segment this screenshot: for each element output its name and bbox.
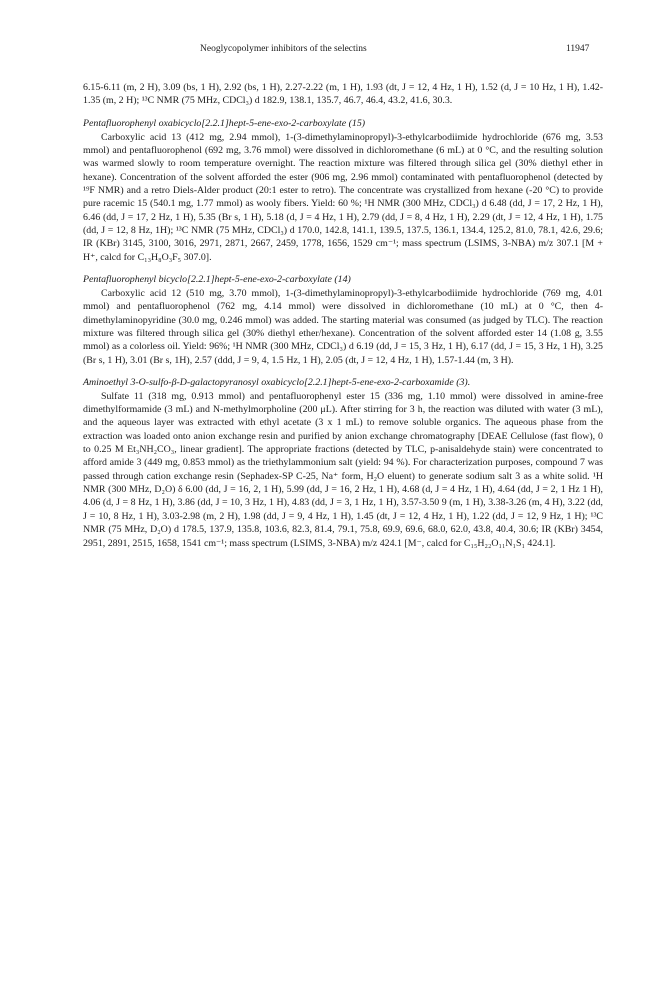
page-number: 11947 <box>566 44 590 54</box>
section-heading: Pentafluorophenyl bicyclo[2.2.1]hept-5-ene-exo-2-carboxylate (14) <box>83 274 351 286</box>
section-body: Carboxylic acid 13 (412 mg, 2.94 mmol), 1-(3-dimethylaminopropyl)-3-ethylcarbodiimide hydrochloride (676 mg, 3.53 mmol) and pentafluorophenol (692 mg, 3.76 mmol) were dissolved in dichloromethane (6 mL) at 0 °C, and the resulting solution was warmed slowly to room temperature overnight. The reaction mixture was filtered through silica gel (30% diethyl ether in hexane). Concentration of the solvent afforded the ester (906 mg, 2.96 mmol) contaminated with pentafluorophenol (detected by ¹⁹F NMR) and a retro Diels-Alder product (20:1 ester to retro). The concentrate was crystallized from hexane (-20 °C) to provide pure racemic 15 (540.1 mg, 1.77 mmol) as wooly fibers. Yield: 60 %; ¹H NMR (300 MHz, CDCl₃) d 6.48 (dd, J = 17, 2 Hz, 1 H), 6.46 (dd, J = 17, 2 Hz, 1 H), 5.35 (Br s, 1 H), 5.18 (d, J = 4 Hz, 1 H), 2.79 (dd, J = 8, 4 Hz, 1 H), 2.29 (dt, J = 12, 4 Hz, 1 H), 1.75 (dd, J = 12, 8 Hz, 1H); ¹³C NMR (75 MHz, CDCl₃) d 170.0, 142.8, 141.1, 139.5, 137.5, 136.1, 134.4, 125.2, 81.0, 78.1, 42.6, 29.6; IR (KBr) 3145, 3100, 3016, 2971, 2871, 2667, 2459, 1778, 1656, 1529 cm⁻¹; mass spectrum (LSIMS, 3-NBA) m/z 307.1 [M + H⁺, calcd for C₁₃H₈O₃F₅ 307.0]. <box>83 131 603 263</box>
section-heading: Aminoethyl 3-O-sulfo-β-D-galactopyranosyl oxabicyclo[2.2.1]hept-5-ene-exo-2-carboxamide (3). <box>83 377 471 389</box>
section-heading: Pentafluorophenyl oxabicyclo[2.2.1]hept-5-ene-exo-2-carboxylate (15) <box>83 118 366 130</box>
intro-paragraph: 6.15-6.11 (m, 2 H), 3.09 (bs, 1 H), 2.92 (bs, 1 H), 2.27-2.22 (m, 1 H), 1.93 (dt, J = 12, 4 Hz, 1 H), 1.52 (d, J = 10 Hz, 1 H), 1.42-1.35 (m, 2 H); ¹³C NMR (75 MHz, CDCl₃) d 182.9, 138.1, 135.7, 46.7, 46.4, 43.2, 41.6, 30.3. <box>83 82 603 107</box>
section-body: Carboxylic acid 12 (510 mg, 3.70 mmol), 1-(3-dimethylaminopropyl)-3-ethylcarbodiimide hydrochloride (769 mg, 4.01 mmol) and pentafluorophenol (762 mg, 4.14 mmol) were dissolved in dichloromethane (10 mL) at 0 °C, then 4-dimethylaminopyridine (30.0 mg, 0.246 mmol) was added. The starting material was consumed (as judged by TLC). The reaction mixture was filtered through silica gel (30% diethyl ether/hexane). Concentration of the solvent afforded ester 14 (1.08 g, 3.55 mmol) as a colorless oil. Yield: 96%; ¹H NMR (300 MHz, CDCl₃) d 6.19 (dd, J = 15, 3 Hz, 1 H), 6.17 (dd, J = 15, 3 Hz, 1 H), 3.25 (Br s, 1 H), 3.01 (Br s, 1H), 2.57 (ddd, J = 9, 4, 1.5 Hz, 1 H), 2.05 (dt, J = 12, 4 Hz, 1 H), 1.57-1.44 (m, 3 H). <box>83 287 603 366</box>
section-body: Sulfate 11 (318 mg, 0.913 mmol) and pentafluorophenyl ester 15 (336 mg, 1.10 mmol) were dissolved in amine-free dimethylformamide (3 mL) and N-methylmorpholine (200 μL). After stirring for 3 h, the reaction was diluted with water (3 mL), and the aqueous layer was extracted with ethyl acetate (3 x 1 mL) to remove soluble organics. The aqueous phase from the extraction was loaded onto anion exchange resin and purified by anion exchange chromatography [DEAE Cellulose (fast flow), 0 to 0.25 M Et₃NH₂CO₃, linear gradient]. The appropriate fractions (detected by TLC, p-anisaldehyde stain) were concentrated to afford amide 3 (449 mg, 0.853 mmol) as the triethylammonium salt (yield: 94 %). For characterization purposes, compound 7 was passed through cation exchange resin (Sephadex-SP C-25, Na⁺ form, H₂O eluent) to generate sodium salt 3 as a white solid. ¹H NMR (300 MHz, D₂O) δ 6.00 (dd, J = 16, 2, 1 H), 5.99 (dd, J = 16, 2 Hz, 1 H), 4.68 (d, J = 4 Hz, 1 H), 4.64 (dd, J = 2, 1 Hz 1 H), 4.06 (d, J = 8 Hz, 1 H), 3.86 (dd, J = 10, 3 Hz, 1 H), 4.83 (dd, J = 3, 1 Hz, 1 H), 3.57-3.50 9 (m, 1 H), 3.38-3.26 (m, 4 H), 3.22 (dd, J = 10, 8 Hz, 1 H), 3.03-2.98 (m, 2 H), 1.98 (dd, J = 9, 4 Hz, 1 H), 1.45 (dt, J = 12, 4 Hz, 1 H), 1.22 (dd, J = 12, 9 Hz, 1 H); ¹³C NMR (75 MHz, D₂O) d 178.5, 137.9, 135.8, 103.6, 82.3, 81.4, 79.1, 75.8, 69.9, 69.6, 68.0, 62.0, 43.8, 40.4, 30.6; IR (KBr) 3454, 2951, 2891, 2515, 1658, 1541 cm⁻¹; mass spectrum (LSIMS, 3-NBA) m/z 424.1 [M⁻, calcd for C₁₅H₂₂O₁₁N₁S₁ 424.1]. <box>83 390 603 549</box>
page-body <box>83 81 603 550</box>
running-title: Neoglycopolymer inhibitors of the selectins <box>200 44 367 54</box>
